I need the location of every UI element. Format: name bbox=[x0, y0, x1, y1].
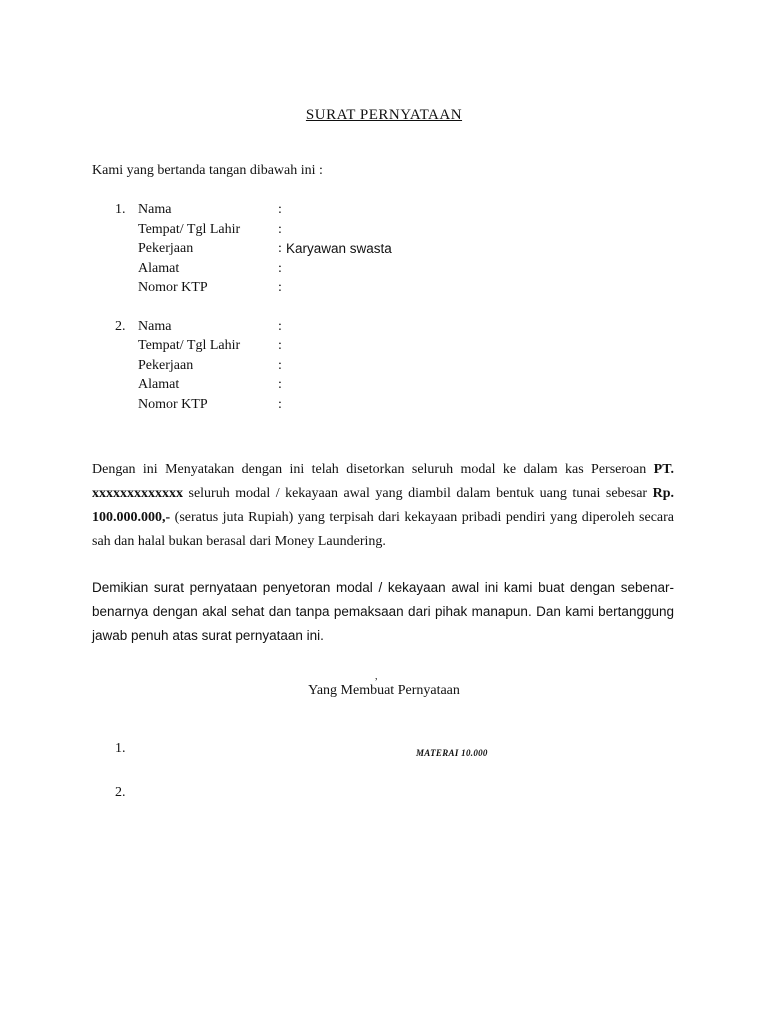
field-label: Nomor KTP bbox=[138, 280, 208, 295]
deposit-amount: Rp. 100.000.000,- bbox=[92, 486, 674, 525]
field-separator: : bbox=[278, 280, 282, 295]
field-label: Alamat bbox=[138, 377, 180, 392]
person-2-field-ktp bbox=[0, 397, 768, 417]
field-separator: : bbox=[278, 241, 282, 256]
field-separator: : bbox=[278, 377, 282, 392]
person-2-field-ttl bbox=[0, 338, 768, 358]
person-1-field-nama bbox=[0, 202, 768, 222]
materai-stamp: MATERAI 10.000 bbox=[416, 748, 488, 758]
field-label: Alamat bbox=[138, 261, 180, 276]
field-label: Pekerjaan bbox=[138, 241, 194, 256]
field-label: Nomor KTP bbox=[138, 397, 208, 412]
intro-text: Kami yang bertanda tangan dibawah ini : bbox=[92, 163, 323, 178]
paragraph-text: . bbox=[382, 534, 386, 549]
paragraph-text: Money Laundering bbox=[274, 534, 383, 549]
person-1-field-ttl bbox=[0, 222, 768, 242]
person-2-field-pekerjaan bbox=[0, 358, 768, 378]
signature-number-1: 1. bbox=[115, 741, 126, 756]
field-label: Nama bbox=[138, 202, 172, 217]
person-number: 1. bbox=[115, 202, 126, 217]
field-separator: : bbox=[278, 202, 282, 217]
field-label: Tempat/ Tgl Lahir bbox=[138, 222, 241, 237]
person-1-field-pekerjaan bbox=[0, 241, 768, 261]
signer-title: Yang Membuat Pernyataan bbox=[308, 683, 460, 698]
field-separator: : bbox=[278, 358, 282, 373]
paragraph-text: (seratus juta Rupiah) yang terpisah dari kekayaan pribadi pendiri yang diperoleh secara sah dan halal bukan berasal dari bbox=[92, 510, 675, 549]
company-name: PT. xxxxxxxxxxxxx bbox=[92, 462, 675, 501]
person-1-field-alamat bbox=[0, 261, 768, 281]
person-number: 2. bbox=[115, 319, 126, 334]
field-separator: : bbox=[278, 397, 282, 412]
person-2-field-alamat bbox=[0, 377, 768, 397]
field-label: Pekerjaan bbox=[138, 358, 194, 373]
document-title: SURAT PERNYATAAN bbox=[305, 107, 463, 123]
field-separator: : bbox=[278, 222, 282, 237]
closing-paragraph: Demikian surat pernyataan penyetoran modal / kekayaan awal ini kami buat dengan sebenar-benarnya dengan akal sehat dan tanpa pemaksaan dari pihak manapun. Dan kami bertanggung jawab penuh atas surat pernyataan ini. bbox=[92, 580, 674, 643]
signature-number-2: 2. bbox=[115, 785, 126, 800]
field-separator: : bbox=[278, 319, 282, 334]
field-label: Nama bbox=[138, 319, 172, 334]
field-value: Karyawan swasta bbox=[286, 241, 392, 256]
field-separator: : bbox=[278, 261, 282, 276]
field-separator: : bbox=[278, 338, 282, 353]
field-label: Tempat/ Tgl Lahir bbox=[138, 338, 241, 353]
place-date-comma: , bbox=[375, 671, 378, 682]
paragraph-text: Dengan ini Menyatakan dengan ini telah disetorkan seluruh modal ke dalam kas Perseroan bbox=[92, 462, 647, 477]
paragraph-text: seluruh modal / kekayaan awal yang diambil dalam bentuk uang tunai sebesar bbox=[188, 486, 648, 501]
deposit-statement-paragraph bbox=[92, 458, 674, 554]
person-1-field-ktp bbox=[0, 280, 768, 300]
person-2-field-nama bbox=[0, 319, 768, 339]
